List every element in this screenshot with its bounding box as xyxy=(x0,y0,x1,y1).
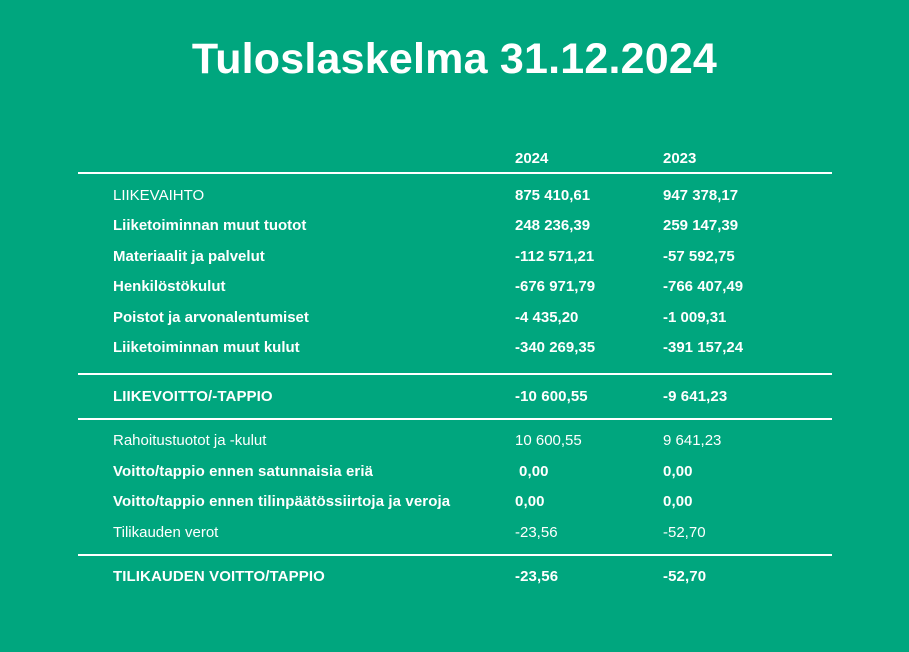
row-label: Materiaalit ja palvelut xyxy=(113,247,265,265)
value-2024: -23,56 xyxy=(515,523,558,541)
table-row xyxy=(78,211,832,242)
table-row xyxy=(78,333,832,364)
row-label: Poistot ja arvonalentumiset xyxy=(113,308,309,326)
value-2023: 947 378,17 xyxy=(663,186,739,204)
table-row xyxy=(78,456,832,487)
table-row xyxy=(78,517,832,548)
row-label: Henkilöstökulut xyxy=(113,278,226,296)
column-header-2023: 2023 xyxy=(663,149,697,167)
column-header-2024: 2024 xyxy=(515,149,549,167)
row-label: Liiketoiminnan muut kulut xyxy=(113,339,300,357)
row-label: Voitto/tappio ennen satunnaisia eriä xyxy=(113,462,374,480)
value-2023: 259 147,39 xyxy=(663,217,739,235)
value-2024: -340 269,35 xyxy=(515,339,596,357)
value-2024: 0,00 xyxy=(515,493,545,511)
value-2024: 10 600,55 xyxy=(515,432,582,450)
value-2024: -112 571,21 xyxy=(515,247,595,265)
value-2023: -1 009,31 xyxy=(663,308,727,326)
row-label: Liiketoiminnan muut tuotot xyxy=(113,217,307,235)
table-row xyxy=(78,302,832,333)
value-2024: 248 236,39 xyxy=(515,217,591,235)
row-label: LIIKEVAIHTO xyxy=(113,186,205,204)
value-2024: -10 600,55 xyxy=(515,387,588,405)
page-title: Tuloslaskelma 31.12.2024 xyxy=(191,35,718,83)
row-label: Tilikauden verot xyxy=(113,523,219,541)
value-2023: 0,00 xyxy=(663,462,693,480)
table-row xyxy=(78,272,832,303)
value-2023: 0,00 xyxy=(663,493,693,511)
value-2023: 9 641,23 xyxy=(663,432,722,450)
value-2024: 875 410,61 xyxy=(515,186,591,204)
value-2023: -391 157,24 xyxy=(663,339,744,357)
row-label: Voitto/tappio ennen tilinpäätössiirtoja ja veroja xyxy=(113,493,451,511)
column-header-row xyxy=(78,147,832,169)
table-row xyxy=(78,180,832,211)
net-result-row xyxy=(78,562,832,593)
table-row xyxy=(78,487,832,518)
value-2024: -4 435,20 xyxy=(515,308,579,326)
row-label: LIIKEVOITTO/-TAPPIO xyxy=(113,387,273,405)
row-label: TILIKAUDEN VOITTO/TAPPIO xyxy=(113,568,325,586)
value-2023: -9 641,23 xyxy=(663,387,728,405)
row-label: Rahoitustuotot ja -kulut xyxy=(113,432,267,450)
value-2023: -57 592,75 xyxy=(663,247,735,265)
operating-result-row xyxy=(78,381,832,412)
table-row xyxy=(78,426,832,457)
value-2023: -766 407,49 xyxy=(663,278,744,296)
income-statement-table xyxy=(78,147,832,592)
value-2023: -52,70 xyxy=(663,568,707,586)
table-row xyxy=(78,241,832,272)
value-2023: -52,70 xyxy=(663,523,706,541)
value-2024: -23,56 xyxy=(515,568,559,586)
value-2024: 0,00 xyxy=(519,462,549,480)
value-2024: -676 971,79 xyxy=(515,278,596,296)
